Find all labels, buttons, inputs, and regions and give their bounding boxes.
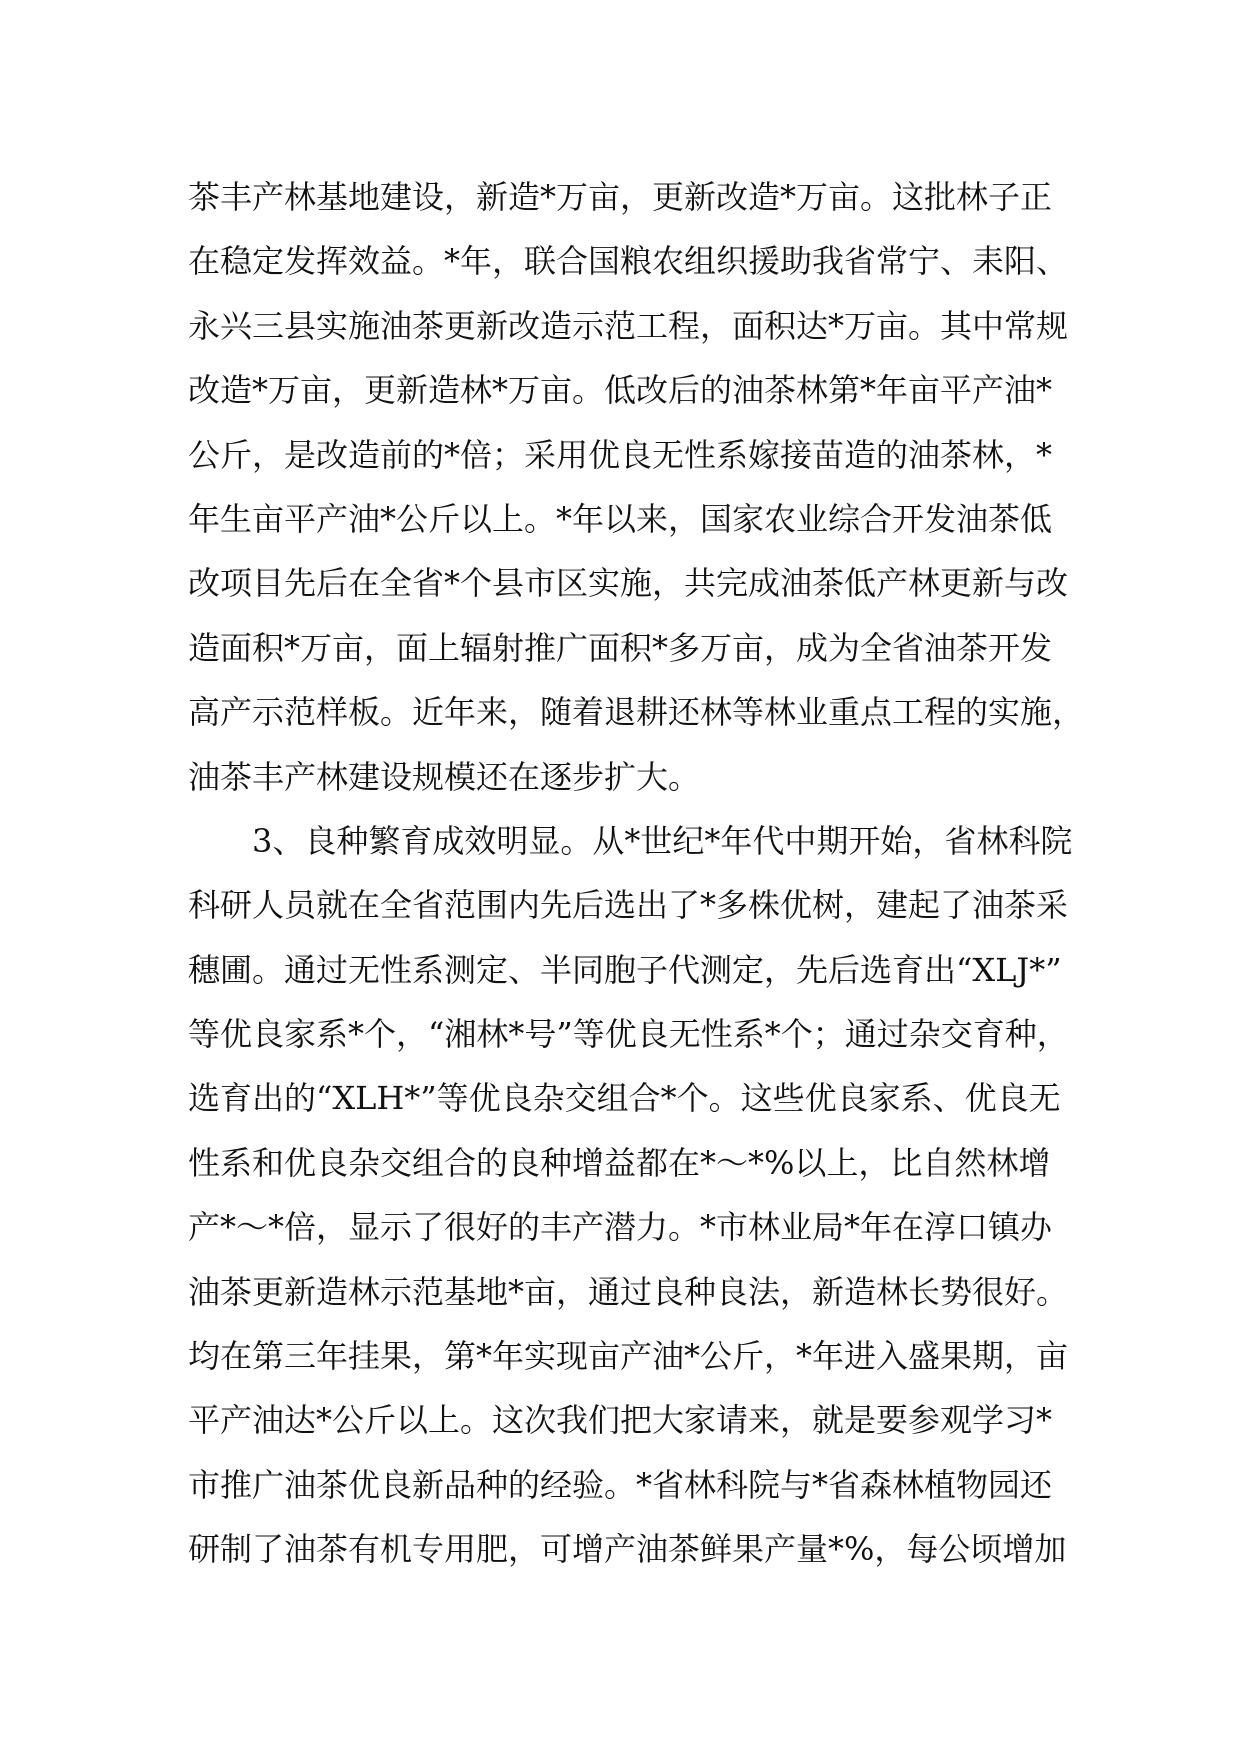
text-line-14: 等优良家系*个，“湘林*号”等优良无性系*个；通过杂交育种，: [188, 1015, 1069, 1054]
text-line-16: 性系和优良杂交组合的良种增益都在*～*%以上，比自然林增: [188, 1143, 1051, 1182]
text-line-6: 年生亩平产油*公斤以上。*年以来，国家农业综合开发油茶低: [188, 499, 1053, 538]
text-line-9: 高产示范样板。近年来，随着退耕还林等林业重点工程的实施，: [188, 693, 1085, 732]
text-line-10: 油茶丰产林建设规模还在逐步扩大。: [188, 757, 701, 796]
text-line-5: 公斤，是改造前的*倍；采用优良无性系嫁接苗造的油茶林，*: [188, 435, 1053, 474]
text-line-1: 茶丰产林基地建设，新造*万亩，更新改造*万亩。这批林子正: [188, 178, 1053, 216]
text-line-17: 产*～*倍，显示了很好的丰产潜力。*市林业局*年在淳口镇办: [188, 1208, 1053, 1247]
body-text: [188, 165, 1088, 1582]
text-line-21: 市推广油茶优良新品种的经验。*省林科院与*省森林植物园还: [188, 1465, 1053, 1504]
text-line-22: 研制了油茶有机专用肥，可增产油茶鲜果产量*%，每公顷增加: [188, 1530, 1067, 1569]
text-line-7: 改项目先后在全省*个县市区实施，共完成油茶低产林更新与改: [188, 564, 1069, 603]
text-line-2: 在稳定发挥效益。*年，联合国粮农组织援助我省常宁、耒阳、: [188, 242, 1069, 281]
text-line-8: 造面积*万亩，面上辐射推广面积*多万亩，成为全省油茶开发: [188, 628, 1053, 667]
text-line-15: 选育出的“XLH*”等优良杂交组合*个。这些优良家系、优良无: [188, 1079, 1061, 1118]
text-line-19: 均在第三年挂果，第*年实现亩产油*公斤，*年进入盛果期，亩: [188, 1337, 1069, 1376]
text-line-3: 永兴三县实施油茶更新改造示范工程，面积达*万亩。其中常规: [188, 306, 1069, 345]
section-3-heading-line: 3、良种繁育成效明显。从*世纪*年代中期开始，省林科院: [252, 821, 1073, 860]
text-line-12: 科研人员就在全省范围内先后选出了*多株优树，建起了油茶采: [188, 886, 1069, 925]
text-line-20: 平产油达*公斤以上。这次我们把大家请来，就是要参观学习*: [188, 1401, 1053, 1440]
text-line-13: 穗圃。通过无性系测定、半同胞子代测定，先后选育出“XLJ*”: [188, 950, 1062, 989]
text-line-18: 油茶更新造林示范基地*亩，通过良种良法，新造林长势很好。: [188, 1272, 1069, 1311]
text-line-4: 改造*万亩，更新造林*万亩。低改后的油茶林第*年亩平产油*: [188, 371, 1053, 410]
